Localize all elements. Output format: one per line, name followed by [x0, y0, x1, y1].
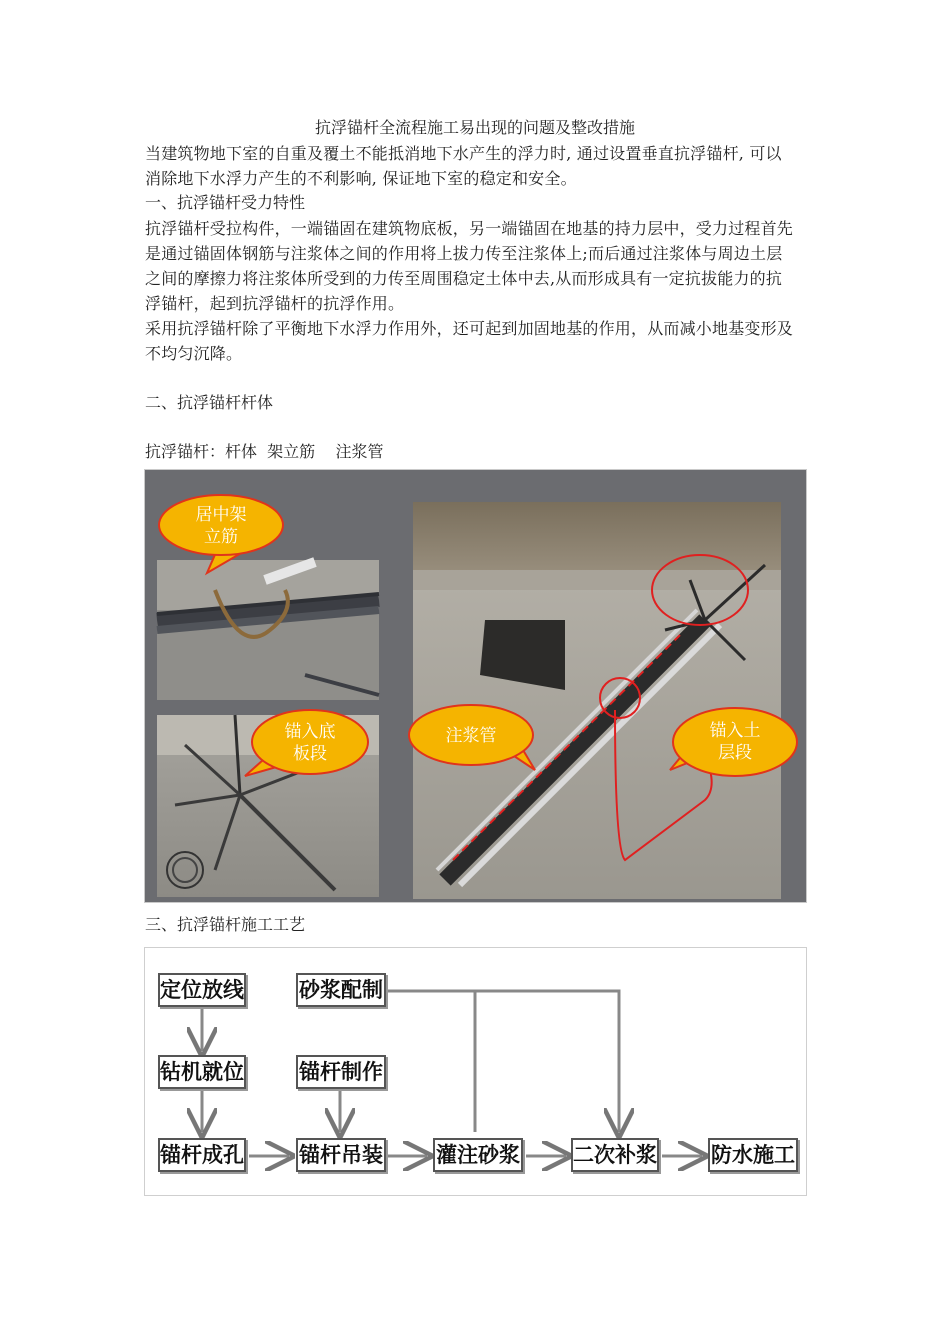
photo-anchor-field: [413, 502, 781, 899]
flow-box-second-grout: 二次补浆: [571, 1138, 659, 1172]
document-title: 抗浮锚杆全流程施工易出现的问题及整改措施: [314, 118, 635, 137]
bubble-slab-segment-line-1: 锚入底: [284, 722, 336, 742]
section-1-heading: 一、抗浮锚杆受力特性: [145, 193, 306, 212]
bubble-grout-pipe-label: 注浆管: [445, 726, 497, 746]
construction-process-flowchart: [144, 947, 807, 1196]
anchor-rod-photos: [145, 470, 807, 903]
section-1-paragraph-2-line-1: 采用抗浮锚杆除了平衡地下水浮力作用外，还可起到加固地基的作用，从而减小地基变形及: [145, 319, 794, 338]
section-1-paragraph-1-line-1: 抗浮锚杆受拉构件，一端锚固在建筑物底板，另一端锚固在地基的持力层中，受力过程首先: [145, 219, 794, 238]
flow-box-locate: 定位放线: [158, 973, 246, 1007]
intro-line-2: 消除地下水浮力产生的不利影响, 保证地下室的稳定和安全。: [145, 169, 577, 188]
bubble-centering-bar-line-1: 居中架: [195, 505, 247, 525]
section-1-paragraph-1-line-4: 浮锚杆，起到抗浮锚杆的抗浮作用。: [145, 294, 405, 313]
anchor-rod-photo-panel: [144, 469, 807, 903]
section-2-caption: 抗浮锚杆：杆体 架立筋 注浆管: [145, 442, 384, 461]
section-1-paragraph-1-line-3: 之间的摩擦力将注浆体所受到的力传至周围稳定土体中去,从而形成具有一定抗拔能力的抗: [145, 269, 783, 288]
bubble-soil-segment-line-1: 锚入土: [709, 721, 761, 741]
bubble-soil-segment: [670, 708, 797, 776]
flow-box-anchor-make: 锚杆制作: [296, 1055, 386, 1089]
bubble-centering-bar-line-2: 立筋: [204, 527, 238, 547]
flow-box-drill-position: 钻机就位: [158, 1055, 246, 1089]
flow-box-anchor-hoist: 锚杆吊装: [296, 1138, 386, 1172]
flow-box-grout: 灌注砂浆: [433, 1138, 523, 1172]
bubble-soil-segment-line-2: 层段: [718, 743, 752, 763]
bubble-slab-segment-line-2: 板段: [293, 744, 327, 764]
section-1-paragraph-1-line-2: 是通过锚固体钢筋与注浆体之间的作用将上拔力传至注浆体上;而后通过注浆体与周边土层: [145, 244, 783, 263]
flow-box-drill-hole: 锚杆成孔: [158, 1138, 246, 1172]
section-2-heading: 二、抗浮锚杆杆体: [145, 393, 274, 412]
intro-line-1: 当建筑物地下室的自重及覆土不能抵消地下水产生的浮力时, 通过设置垂直抗浮锚杆, 可以: [145, 144, 782, 163]
section-3-heading: 三、抗浮锚杆施工工艺: [145, 915, 306, 934]
flow-box-mortar-mix: 砂浆配制: [296, 973, 386, 1007]
flow-box-waterproof: 防水施工: [708, 1138, 798, 1172]
photo-centering-bar: [157, 560, 379, 700]
section-1-paragraph-2-line-2: 不均匀沉降。: [145, 344, 243, 363]
